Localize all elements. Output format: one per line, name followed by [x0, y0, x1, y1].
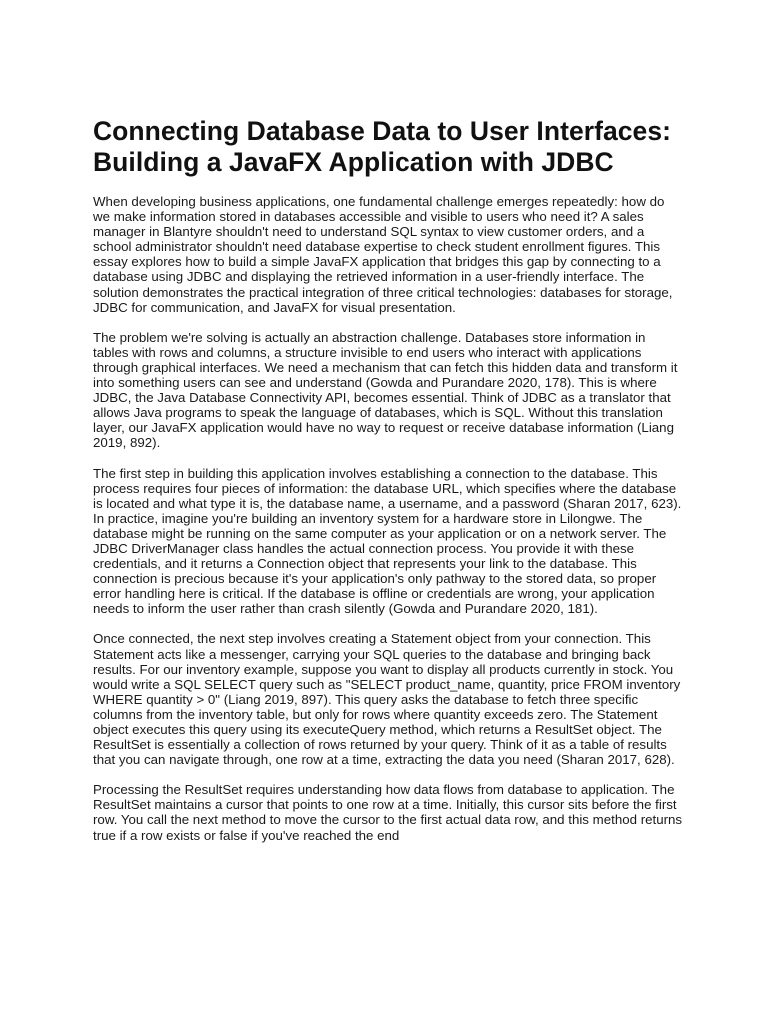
document-page — [93, 116, 683, 858]
paragraph-3: The first step in building this application involves establishing a connection to the database. This process requires four pieces of information: the database URL, which specifies where the database is located and what type it is, the database name, a username, and a password (Sharan 2017, 623). In practice, imagine you're building an inventory system for a hardware store in Lilongwe. The database might be running on the same computer as your application or on a network server. The JDBC DriverManager class handles the actual connection process. You provide it with these credentials, and it returns a Connection object that represents your link to the database. This connection is precious because it's your application's only pathway to the stored data, so proper error handling here is critical. If the database is offline or credentials are wrong, your application needs to inform the user rather than crash silently (Gowda and Purandare 2020, 181). — [93, 465, 682, 617]
paragraph-5: Processing the ResultSet requires understanding how data flows from database to application. The ResultSet maintains a cursor that points to one row at a time. Initially, this cursor sits before the first row. You call the next method to move the cursor to the first actual data row, and this method returns true if a row exists or false if you've reached the end — [93, 782, 683, 843]
document-title: Connecting Database Data to User Interfaces: Building a JavaFX Application with JDBC — [93, 116, 671, 177]
paragraph-2: The problem we're solving is actually an abstraction challenge. Databases store information in tables with rows and columns, a structure invisible to end users who interact with applications through graphical interfaces. We need a mechanism that can fetch this hidden data and transform it into something users can see and understand (Gowda and Purandare 2020, 178). This is where JDBC, the Java Database Connectivity API, becomes essential. Think of JDBC as a translator that allows Java programs to speak the language of databases, which is SQL. Without this translation layer, our JavaFX application would have no way to request or receive database information (Liang 2019, 892). — [93, 329, 678, 451]
paragraph-4: Once connected, the next step involves creating a Statement object from your connection. This Statement acts like a messenger, carrying your SQL queries to the database and bringing back results. For our inventory example, suppose you want to display all products currently in stock. You would write a SQL SELECT query such as "SELECT product_name, quantity, price FROM inventory WHERE quantity > 0" (Liang 2019, 897). This query asks the database to fetch three specific columns from the inventory table, but only for rows where quantity exceeds zero. The Statement object executes this query using its executeQuery method, which returns a ResultSet object. The ResultSet is essentially a collection of rows returned by your query. Think of it as a table of results that you can navigate through, one row at a time, extracting the data you need (Sharan 2017, 628). — [93, 631, 681, 768]
paragraph-1: When developing business applications, one fundamental challenge emerges repeatedly: how do we make information stored in databases accessible and visible to users who need it? A sales manager in Blantyre shouldn't need to understand SQL syntax to view customer orders, and a school administrator shouldn't need database expertise to check student enrollment figures. This essay explores how to build a simple JavaFX application that bridges this gap by connecting to a database using JDBC and displaying the retrieved information in a user-friendly interface. The solution demonstrates the practical integration of three critical technologies: databases for storage, JDBC for communication, and JavaFX for visual presentation. — [93, 194, 673, 315]
